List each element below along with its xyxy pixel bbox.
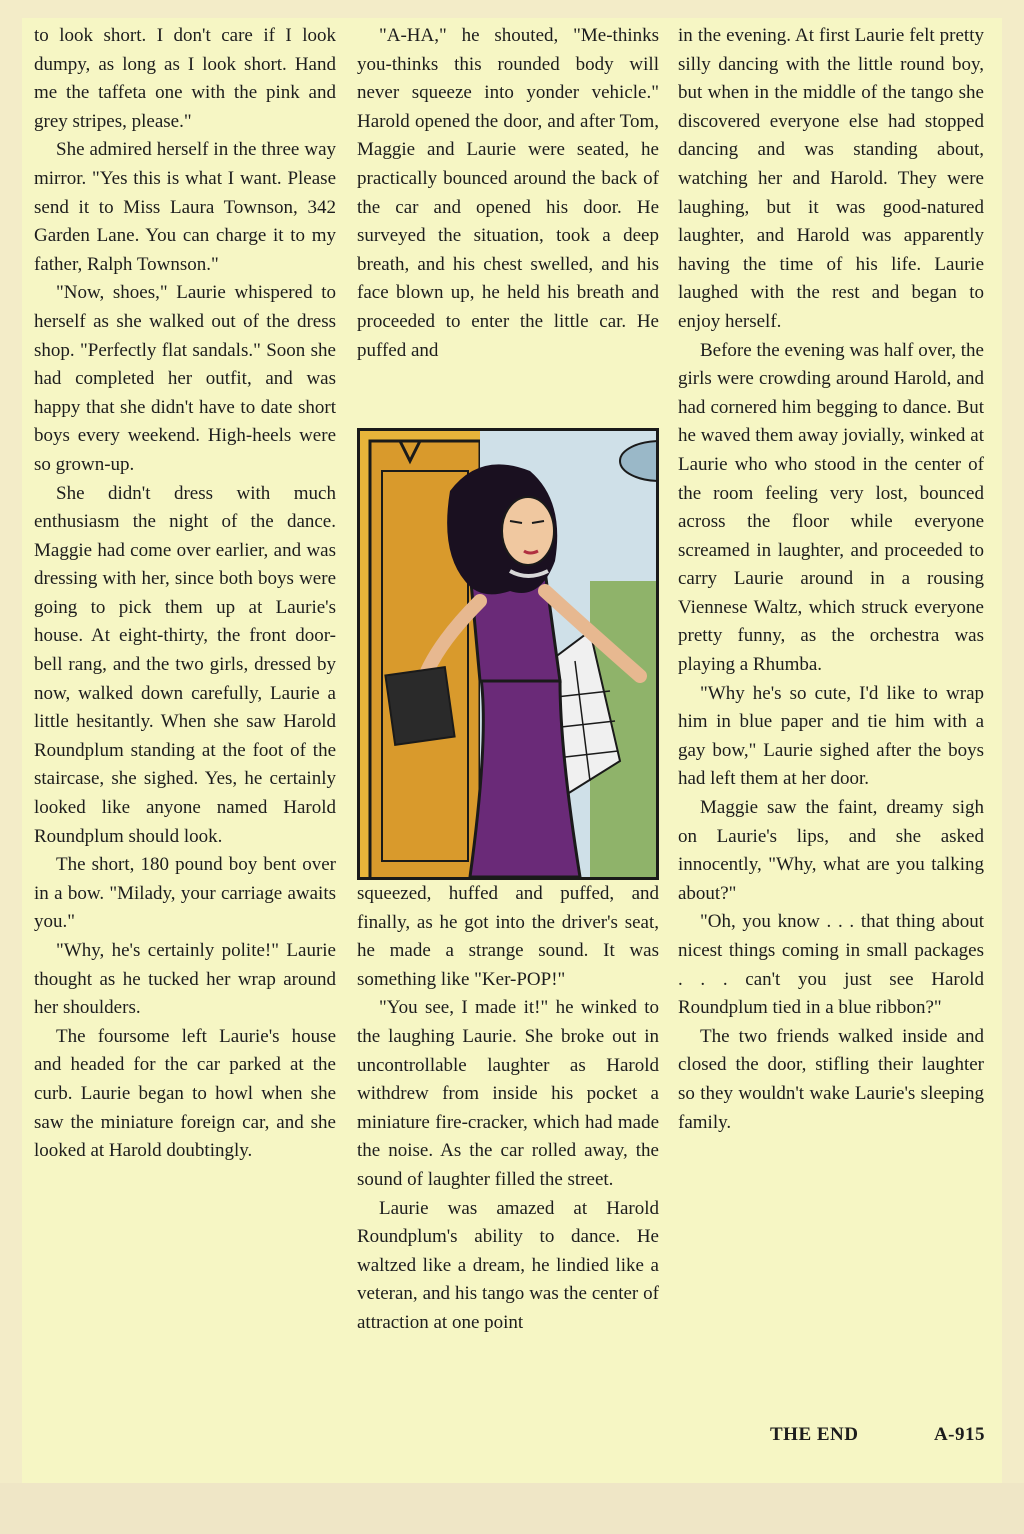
paragraph: in the evening. At first Laurie felt pretty silly dancing with the little round boy, but when in the middle of the tango she discovered everyone else had stopped dancing and was standing about, watching her and Harold. They were laughing, but it was good-natured laughter, and Harold was apparently having the time of his life. Laurie laughed with the rest and began to enjoy herself. — [678, 25, 984, 332]
paragraph: "You see, I made it!" he winked to the laughing Laurie. She broke out in uncontrollable laughter as Harold withdrew from inside his pocket a miniature fire-cracker, which had made the noise. As the car rolled away, the sound of laughter filled the street. — [357, 997, 659, 1190]
paragraph: The short, 180 pound boy bent over in a bow. "Milady, your carriage awaits you." — [34, 854, 336, 933]
paragraph: Maggie saw the faint, dreamy sigh on Laurie's lips, and she asked innocently, "Why, what are you talking about?" — [678, 797, 984, 904]
paragraph: "Why he's so cute, I'd like to wrap him in blue paper and tie him with a gay bow," Laurie sighed after the boys had left them at her door. — [678, 682, 984, 790]
illustration-panel — [357, 428, 659, 880]
text-column-3 — [678, 22, 984, 1137]
text-column-1 — [34, 22, 336, 1166]
paragraph: She admired herself in the three way mirror. "Yes this is what I want. Please send it to Miss Laura Townson, 342 Garden Lane. You can charge it to my father, Ralph Townson." — [34, 139, 336, 275]
paragraph: "Why, he's certainly polite!" Laurie thought as he tucked her wrap around her shoulders. — [34, 940, 336, 1019]
paragraph: The two friends walked inside and closed the door, stifling their laughter so they wouldn't wake Laurie's sleeping family. — [678, 1025, 984, 1133]
story-footer — [770, 1424, 985, 1446]
paragraph: "Now, shoes," Laurie whispered to herself as she walked out of the dress shop. "Perfectly flat sandals." Soon she had completed her outfit, and was happy that she didn't have to date short boys every weekend. High-heels were so grown-up. — [34, 282, 336, 475]
paragraph: "A-HA," he shouted, "Me-thinks you-thinks this rounded body will never squeeze into yonder vehicle." Harold opened the door, and after Tom, Maggie and Laurie were seated, he practically bounced around the back of the car and opened his door. He surveyed the situation, took a deep breath, and his chest swelled, and his face blown up, he held his breath and proceeded to enter the little car. He puffed and — [357, 25, 659, 361]
paragraph: "Oh, you know . . . that thing about nicest things coming in small packages . . . can't you just see Harold Roundplum tied in a blue ribbon?" — [678, 911, 984, 1019]
paragraph: squeezed, huffed and puffed, and finally, as he got into the driver's seat, he made a strange sound. It was something like "Ker-POP!" — [357, 883, 659, 990]
illustration-girl-with-books — [360, 431, 656, 877]
paragraph: Before the evening was half over, the girls were crowding around Harold, and had cornered him begging to dance. But he waved them away jovially, winked at Laurie who who stood in the center of the room feeling very lost, bounced across the floor while everyone screamed in laughter, and proceeded to carry Laurie around in a rousing Viennese Waltz, which struck everyone pretty funny, as the orchestra was playing a Rhumba. — [678, 339, 984, 676]
story-code: A-915 — [933, 1424, 985, 1445]
paragraph: She didn't dress with much enthusiasm the night of the dance. Maggie had come over earlier, and was dressing with her, since both boys were going to pick them up at Laurie's house. At eight-thirty, the front door-bell rang, and the two girls, dressed by now, walked down carefully, Laurie a little hesitantly. When she saw Harold Roundplum standing at the foot of the staircase, she sighed. Yes, he certainly looked like anyone named Harold Roundplum should look. — [34, 482, 336, 847]
page-margin-bottom — [0, 1483, 1024, 1534]
text-column-2-top — [357, 22, 659, 365]
text-column-2-bottom — [357, 880, 659, 1338]
paragraph: The foursome left Laurie's house and headed for the car parked at the curb. Laurie began to howl when she saw the miniature foreign car, and she looked at Harold doubtingly. — [34, 1025, 336, 1162]
paragraph: Laurie was amazed at Harold Roundplum's ability to dance. He waltzed like a dream, he lindied like a veteran, and his tango was the center of attraction at one point — [357, 1197, 659, 1333]
paragraph: to look short. I don't care if I look dumpy, as long as I look short. Hand me the taffeta one with the pink and grey stripes, please." — [34, 25, 336, 132]
the-end-label: THE END — [770, 1424, 859, 1445]
